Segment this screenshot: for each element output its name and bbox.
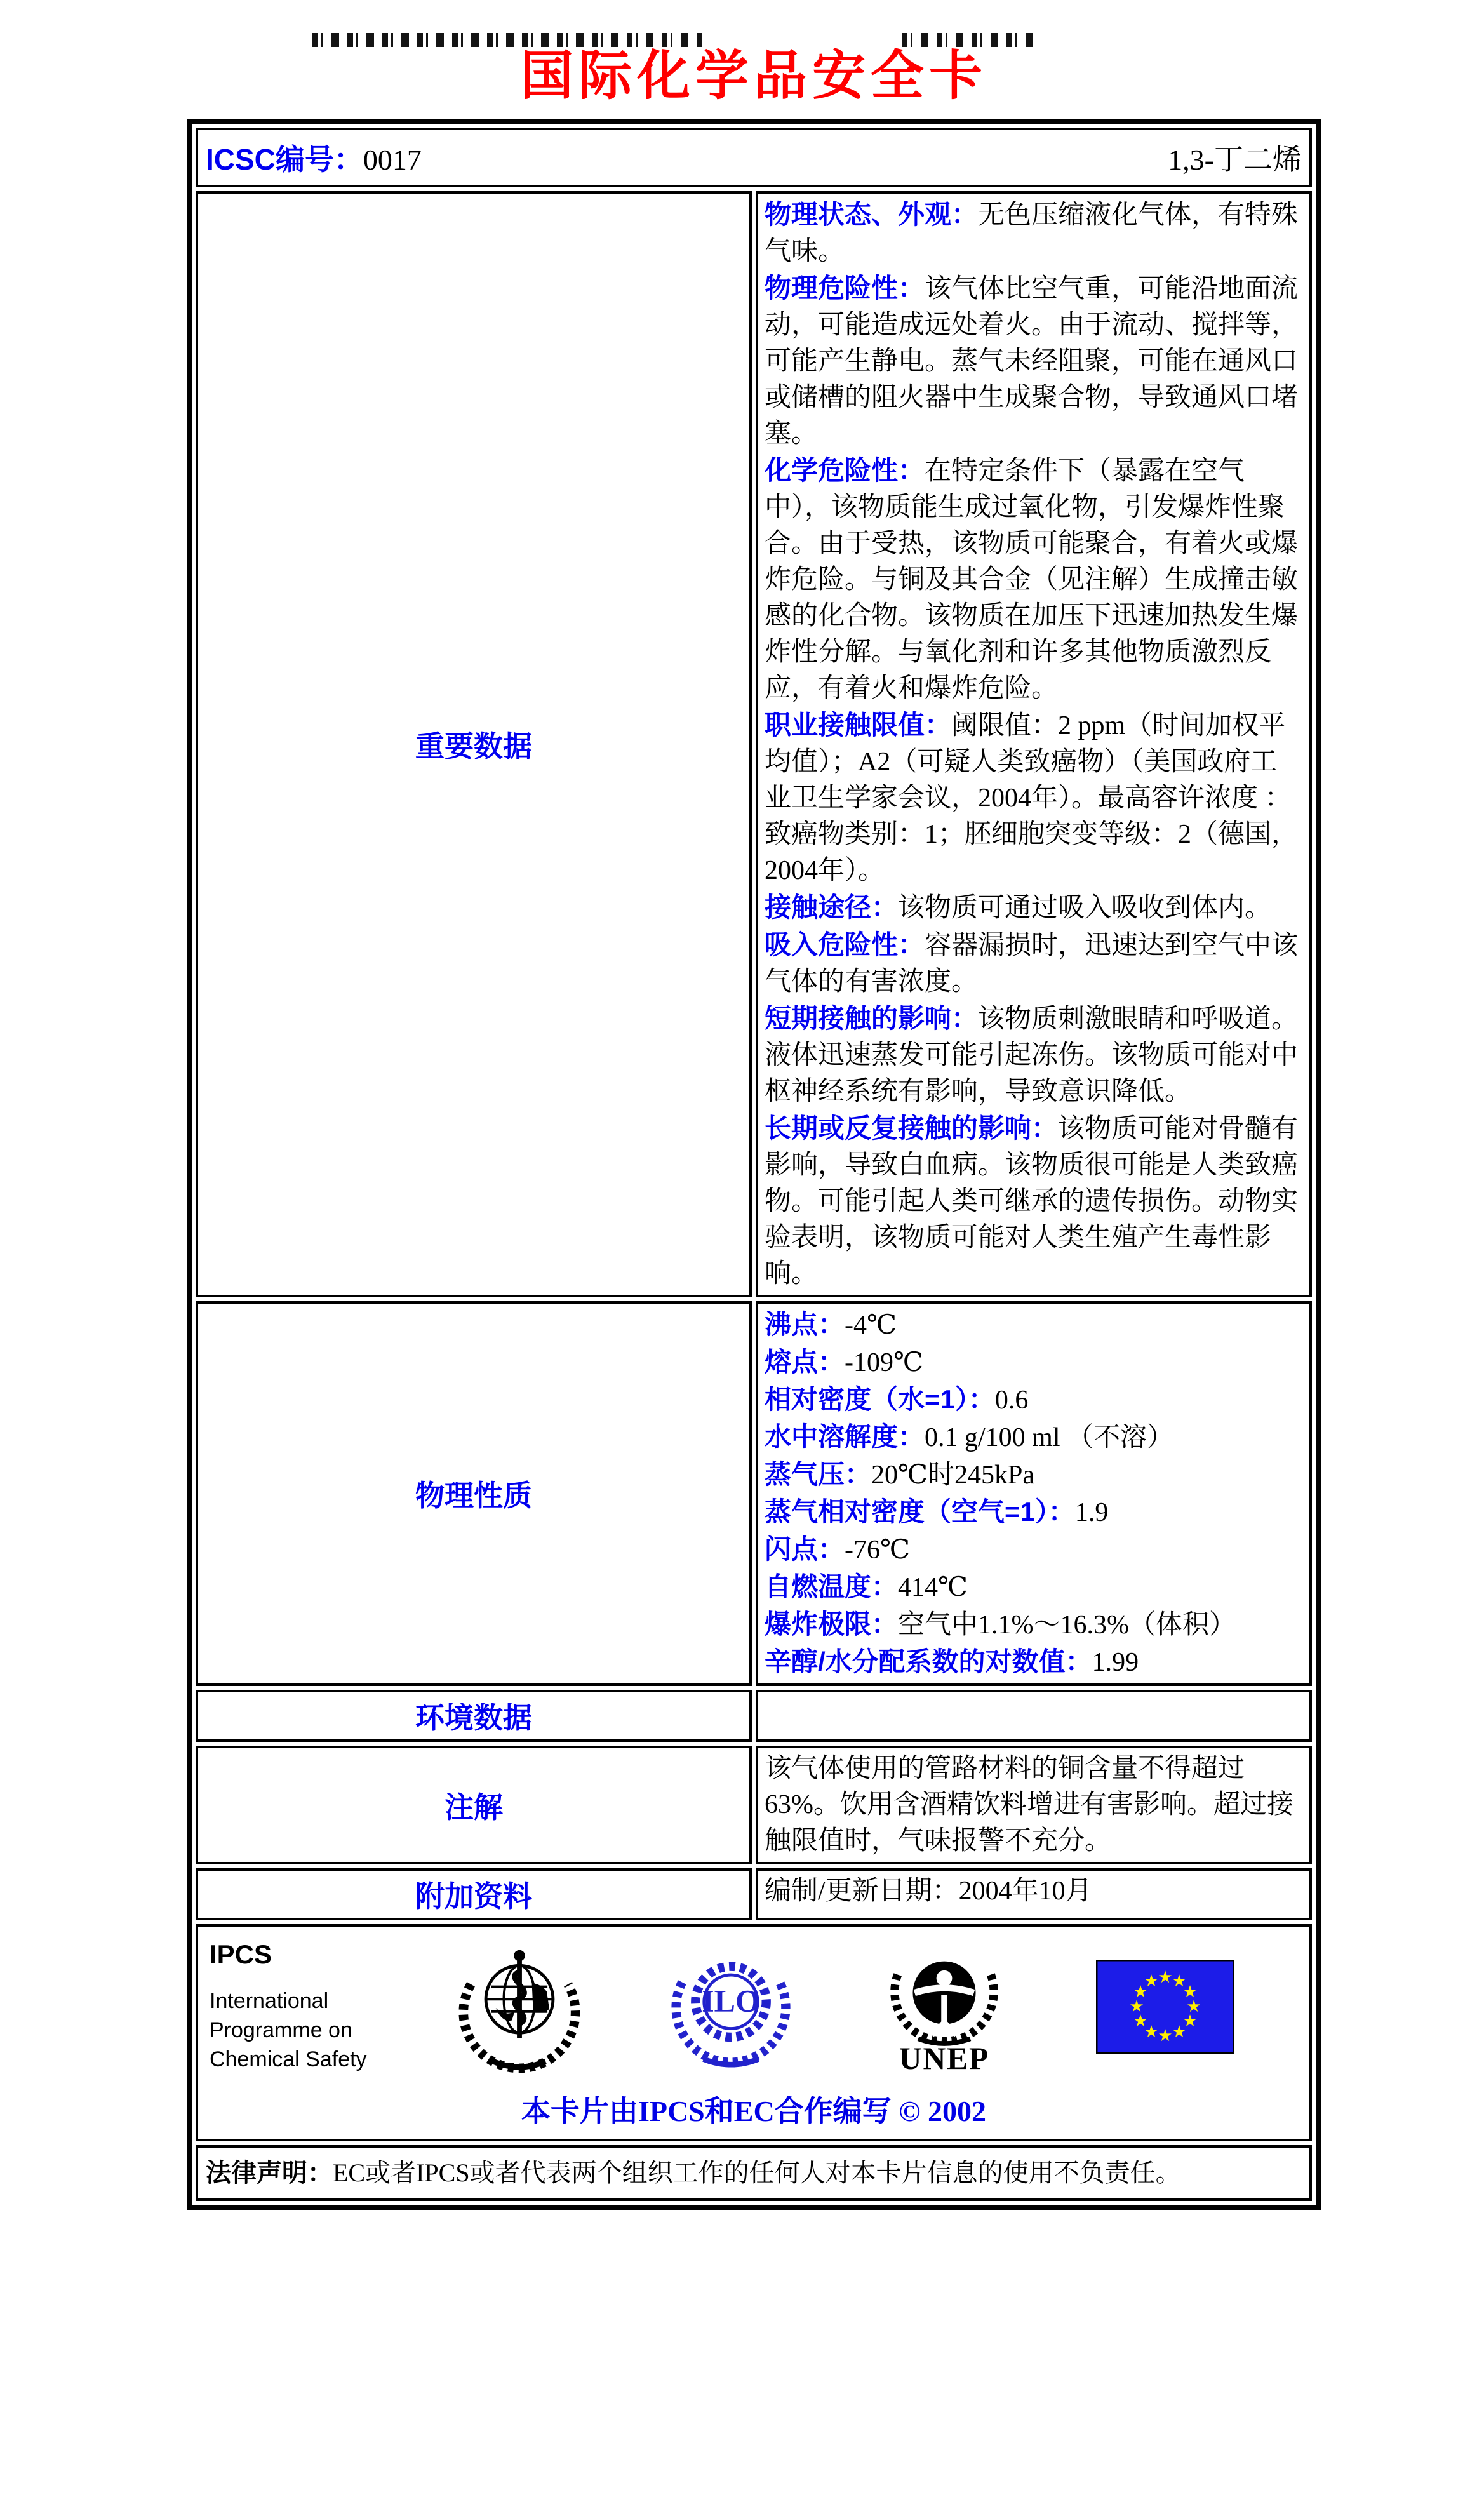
field-boiling-point: 沸点：-4℃ — [765, 1309, 897, 1340]
field-solubility-in-water: 水中溶解度：0.1 g/100 ml （不溶） — [765, 1422, 1174, 1452]
notes-row — [196, 1746, 1312, 1864]
field-occupational-exposure-limits: 职业接触限值：阈限值：2 ppm（时间加权平均值）；A2（可疑人类致癌物）（美国政府工业卫生学家会议，2004年）。最高容许浓度 ：致癌物类别：1；胚细胞突变等级：2（德国，2004年）。 — [765, 710, 1299, 885]
unep-logo-icon — [881, 1937, 1008, 2077]
icsc-number-field — [206, 137, 422, 178]
field-relative-density-water: 相对密度（水=1）：0.6 — [765, 1384, 1029, 1415]
svg-text:★: ★ — [1133, 2012, 1148, 2031]
page-title: 国际化学品安全卡 — [519, 47, 987, 106]
section-heading-physical-properties: 物理性质 — [196, 1301, 752, 1686]
icsc-number-label: ICSC编号： — [206, 143, 363, 176]
field-chemical-hazard: 化学危险性：在特定条件下（暴露在空气中），该物质能生成过氧化物，引发爆炸性聚合。由于受热，该物质可能聚合，有着火或爆炸危险。与铜及其合金（见注解）生成撞击敏感的化合物。该物质在加压下迅速加热发生爆炸性分解。与氧化剂和许多其他物质激烈反应，有着火和爆炸危险。 — [765, 455, 1299, 703]
ipcs-line-2: Programme on — [210, 2018, 352, 2042]
field-octanol-water-partition: 辛醇/水分配系数的对数值：1.99 — [765, 1647, 1139, 1677]
ipcs-title: IPCS — [210, 1939, 272, 1969]
field-flash-point: 闪点：-76℃ — [765, 1534, 910, 1565]
clipped-header-text-right — [902, 33, 1036, 47]
svg-text:★: ★ — [1158, 2026, 1173, 2045]
who-logo-icon — [457, 1939, 582, 2074]
environmental-data-content — [756, 1690, 1312, 1742]
safety-card-table — [187, 119, 1321, 2210]
field-short-term-effects: 短期接触的影响：该物质刺激眼睛和呼吸道。液体迅速蒸发可能引起冻伤。该物质可能对中枢神经系统有影响，导致意识降低。 — [765, 1003, 1299, 1106]
field-routes-of-exposure: 接触途径：该物质可通过吸入吸收到体内。 — [765, 892, 1272, 923]
copyright-text: © 2002 — [899, 2095, 987, 2127]
field-physical-state: 物理状态、外观：无色压缩液化气体，有特殊气味。 — [765, 199, 1299, 266]
section-heading-important-data: 重要数据 — [196, 191, 752, 1297]
unep-letters: UNEP — [899, 2041, 989, 2077]
field-melting-point: 熔点：-109℃ — [765, 1347, 923, 1377]
ilo-letters: ILO — [702, 1983, 760, 2019]
field-vapour-pressure: 蒸气压：20℃时245kPa — [765, 1459, 1034, 1490]
icsc-number-cell — [196, 128, 1312, 187]
svg-text:★: ★ — [1172, 1972, 1187, 1991]
field-long-term-effects: 长期或反复接触的影响：该物质可能对骨髓有影响，导致白血病。该物质很可能是人类致癌物。可能引起人类可继承的遗传损伤。动物实验表明，该物质可能对人类生殖产生毒性影响。 — [765, 1113, 1299, 1288]
legal-text: EC或者IPCS或者代表两个组织工作的任何人对本卡片信息的使用不负责任。 — [333, 2158, 1181, 2187]
ipcs-line-1: International — [210, 1989, 329, 2013]
chemical-name: 1,3-丁二烯 — [1168, 144, 1302, 176]
icsc-number-row — [196, 128, 1312, 187]
svg-text:★: ★ — [1133, 1983, 1148, 2002]
ipcs-line-3: Chemical Safety — [210, 2047, 367, 2071]
field-inhalation-risk: 吸入危险性：容器漏损时，迅速达到空气中该气体的有害浓度。 — [765, 930, 1299, 996]
svg-text:★: ★ — [1144, 1972, 1159, 1991]
section-heading-additional-info: 附加资料 — [196, 1868, 752, 1920]
bottom-whitespace — [0, 2210, 1484, 2502]
svg-text:★: ★ — [1129, 1997, 1144, 2016]
physical-properties-row — [196, 1301, 1312, 1686]
field-relative-vapour-density: 蒸气相对密度（空气=1）：1.9 — [765, 1497, 1109, 1527]
additional-info-row — [196, 1868, 1312, 1920]
caption-text: 本卡片由IPCS和EC合作编写 — [521, 2095, 892, 2127]
important-data-content — [756, 191, 1312, 1297]
svg-text:★: ★ — [1186, 1997, 1201, 2016]
svg-text:★: ★ — [1158, 1968, 1173, 1987]
icsc-number-value: 0017 — [363, 144, 422, 176]
field-physical-hazard: 物理危险性：该气体比空气重，可能沿地面流动，可能造成远处着火。由于流动、搅拌等，可能产生静电。蒸气未经阻聚，可能在通风口或储槽的阻火器中生成聚合物，导致通风口堵塞。 — [765, 273, 1299, 448]
environmental-data-row — [196, 1690, 1312, 1742]
legal-cell — [196, 2145, 1312, 2201]
logos-cell — [196, 1924, 1312, 2141]
field-auto-ignition-temperature: 自燃温度：414℃ — [765, 1572, 968, 1602]
important-data-row — [196, 191, 1312, 1297]
svg-text:★: ★ — [1182, 1983, 1198, 2002]
section-heading-environmental-data: 环境数据 — [196, 1690, 752, 1742]
cooperation-caption — [207, 2088, 1300, 2130]
physical-properties-content — [756, 1301, 1312, 1686]
eu-flag-icon — [1096, 1960, 1234, 2054]
logos-row — [196, 1924, 1312, 2141]
additional-info-content: 编制/更新日期：2004年10月 — [756, 1868, 1312, 1920]
legal-row — [196, 2145, 1312, 2201]
section-heading-notes: 注解 — [196, 1746, 752, 1864]
svg-text:★: ★ — [1182, 2012, 1198, 2031]
icsc-document-page — [0, 33, 1484, 2187]
svg-text:★: ★ — [1172, 2023, 1187, 2042]
notes-content: 该气体使用的管路材料的铜含量不得超过63%。饮用含酒精饮料增进有害影响。超过接触限值时，气味报警不充分。 — [756, 1746, 1312, 1864]
svg-text:★: ★ — [1144, 2023, 1159, 2042]
clipped-header-text-left — [312, 33, 703, 47]
ilo-logo-icon — [670, 1944, 792, 2069]
ipcs-text-block — [210, 1939, 368, 2074]
legal-label: 法律声明： — [206, 2159, 333, 2187]
field-explosive-limits: 爆炸极限：空气中1.1%～16.3%（体积） — [765, 1609, 1236, 1640]
